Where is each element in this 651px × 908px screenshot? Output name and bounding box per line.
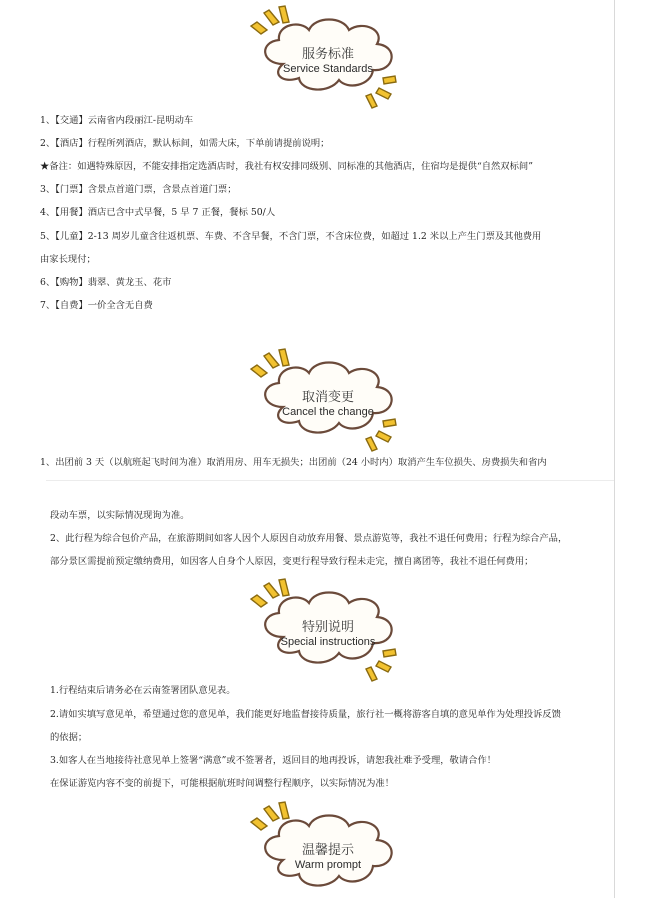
- section-title-en: Warm prompt: [294, 859, 362, 871]
- cancel-line: 2、此行程为综合包价产品，在旅游期间如客人因个人原因自动放弃用餐、景点游览等，我社不退任何费用；行程为综合产品，: [50, 533, 568, 544]
- service-line: 6、【购物】翡翠、黄龙玉、花市: [40, 277, 172, 288]
- section-title-zh: 服务标准: [301, 47, 354, 62]
- section-title-zh: 取消变更: [301, 390, 354, 405]
- service-line: 1、【交通】云南省内段丽江-昆明动车: [40, 115, 194, 126]
- special-line: 在保证游览内容不变的前提下，可能根据航班时间调整行程顺序，以实际情况为准！: [50, 778, 394, 789]
- cancel-line: 1、出团前 3 天（以航班起飞时间为准）取消用房、用车无损失；出团前（24 小时内）取消产生车位损失、房费损失和省内: [40, 457, 547, 468]
- special-line: 的依据；: [50, 732, 88, 743]
- service-line: 5、【儿童】2-13 周岁儿童含往返机票、车费、不含早餐，不含门票，不含床位费，如超过 1.2 米以上产生门票及其他费用: [40, 231, 542, 242]
- section-badge-service-standards: [243, 2, 413, 112]
- cancel-line: 段动车票，以实际情况现询为准。: [50, 510, 190, 521]
- section-title-en: Special instructions: [280, 636, 376, 648]
- section-title-en: Cancel the change: [282, 406, 374, 418]
- special-line: 3.如客人在当地接待社意见单上签署“满意”或不签署者，返回目的地再投诉，请恕我社难予受理，敬请合作！: [50, 755, 497, 766]
- section-title-en: Service Standards: [283, 63, 373, 75]
- page-break-divider: [46, 480, 614, 481]
- section-title-zh: 特别说明: [301, 620, 354, 635]
- section-badge-warm-prompt: [243, 798, 413, 908]
- special-line: 2.请如实填写意见单，希望通过您的意见单，我们能更好地监督接待质量，旅行社一概将游客自填的意见单作为处理投诉反馈: [50, 709, 561, 720]
- service-line: 由家长现付；: [40, 254, 96, 265]
- section-title-zh: 温馨提示: [301, 843, 354, 858]
- service-line: 3、【门票】含景点首道门票，含景点首道门票；: [40, 184, 237, 195]
- service-line: 4、【用餐】酒店已含中式早餐，5 早 7 正餐，餐标 50/人: [40, 207, 276, 218]
- cancel-line: 部分景区需提前预定缴纳费用，如因客人自身个人原因，变更行程导致行程未走完，擅自离团等，我社不退任何费用；: [50, 556, 534, 567]
- section-badge-cancel-change: [243, 345, 413, 455]
- service-line: 7、【自费】一价全含无自费: [40, 300, 153, 311]
- section-badge-special-instructions: [243, 575, 413, 685]
- service-line: ★备注：如遇特殊原因，不能安排指定选酒店时，我社有权安排同级别、同标准的其他酒店，住宿均是提供“自然双标间”: [40, 161, 533, 172]
- special-line: 1.行程结束后请务必在云南签署团队意见表。: [50, 685, 236, 696]
- page-right-edge: [614, 0, 615, 898]
- service-line: 2、【酒店】行程所列酒店，默认标间，如需大床，下单前请提前说明；: [40, 138, 330, 149]
